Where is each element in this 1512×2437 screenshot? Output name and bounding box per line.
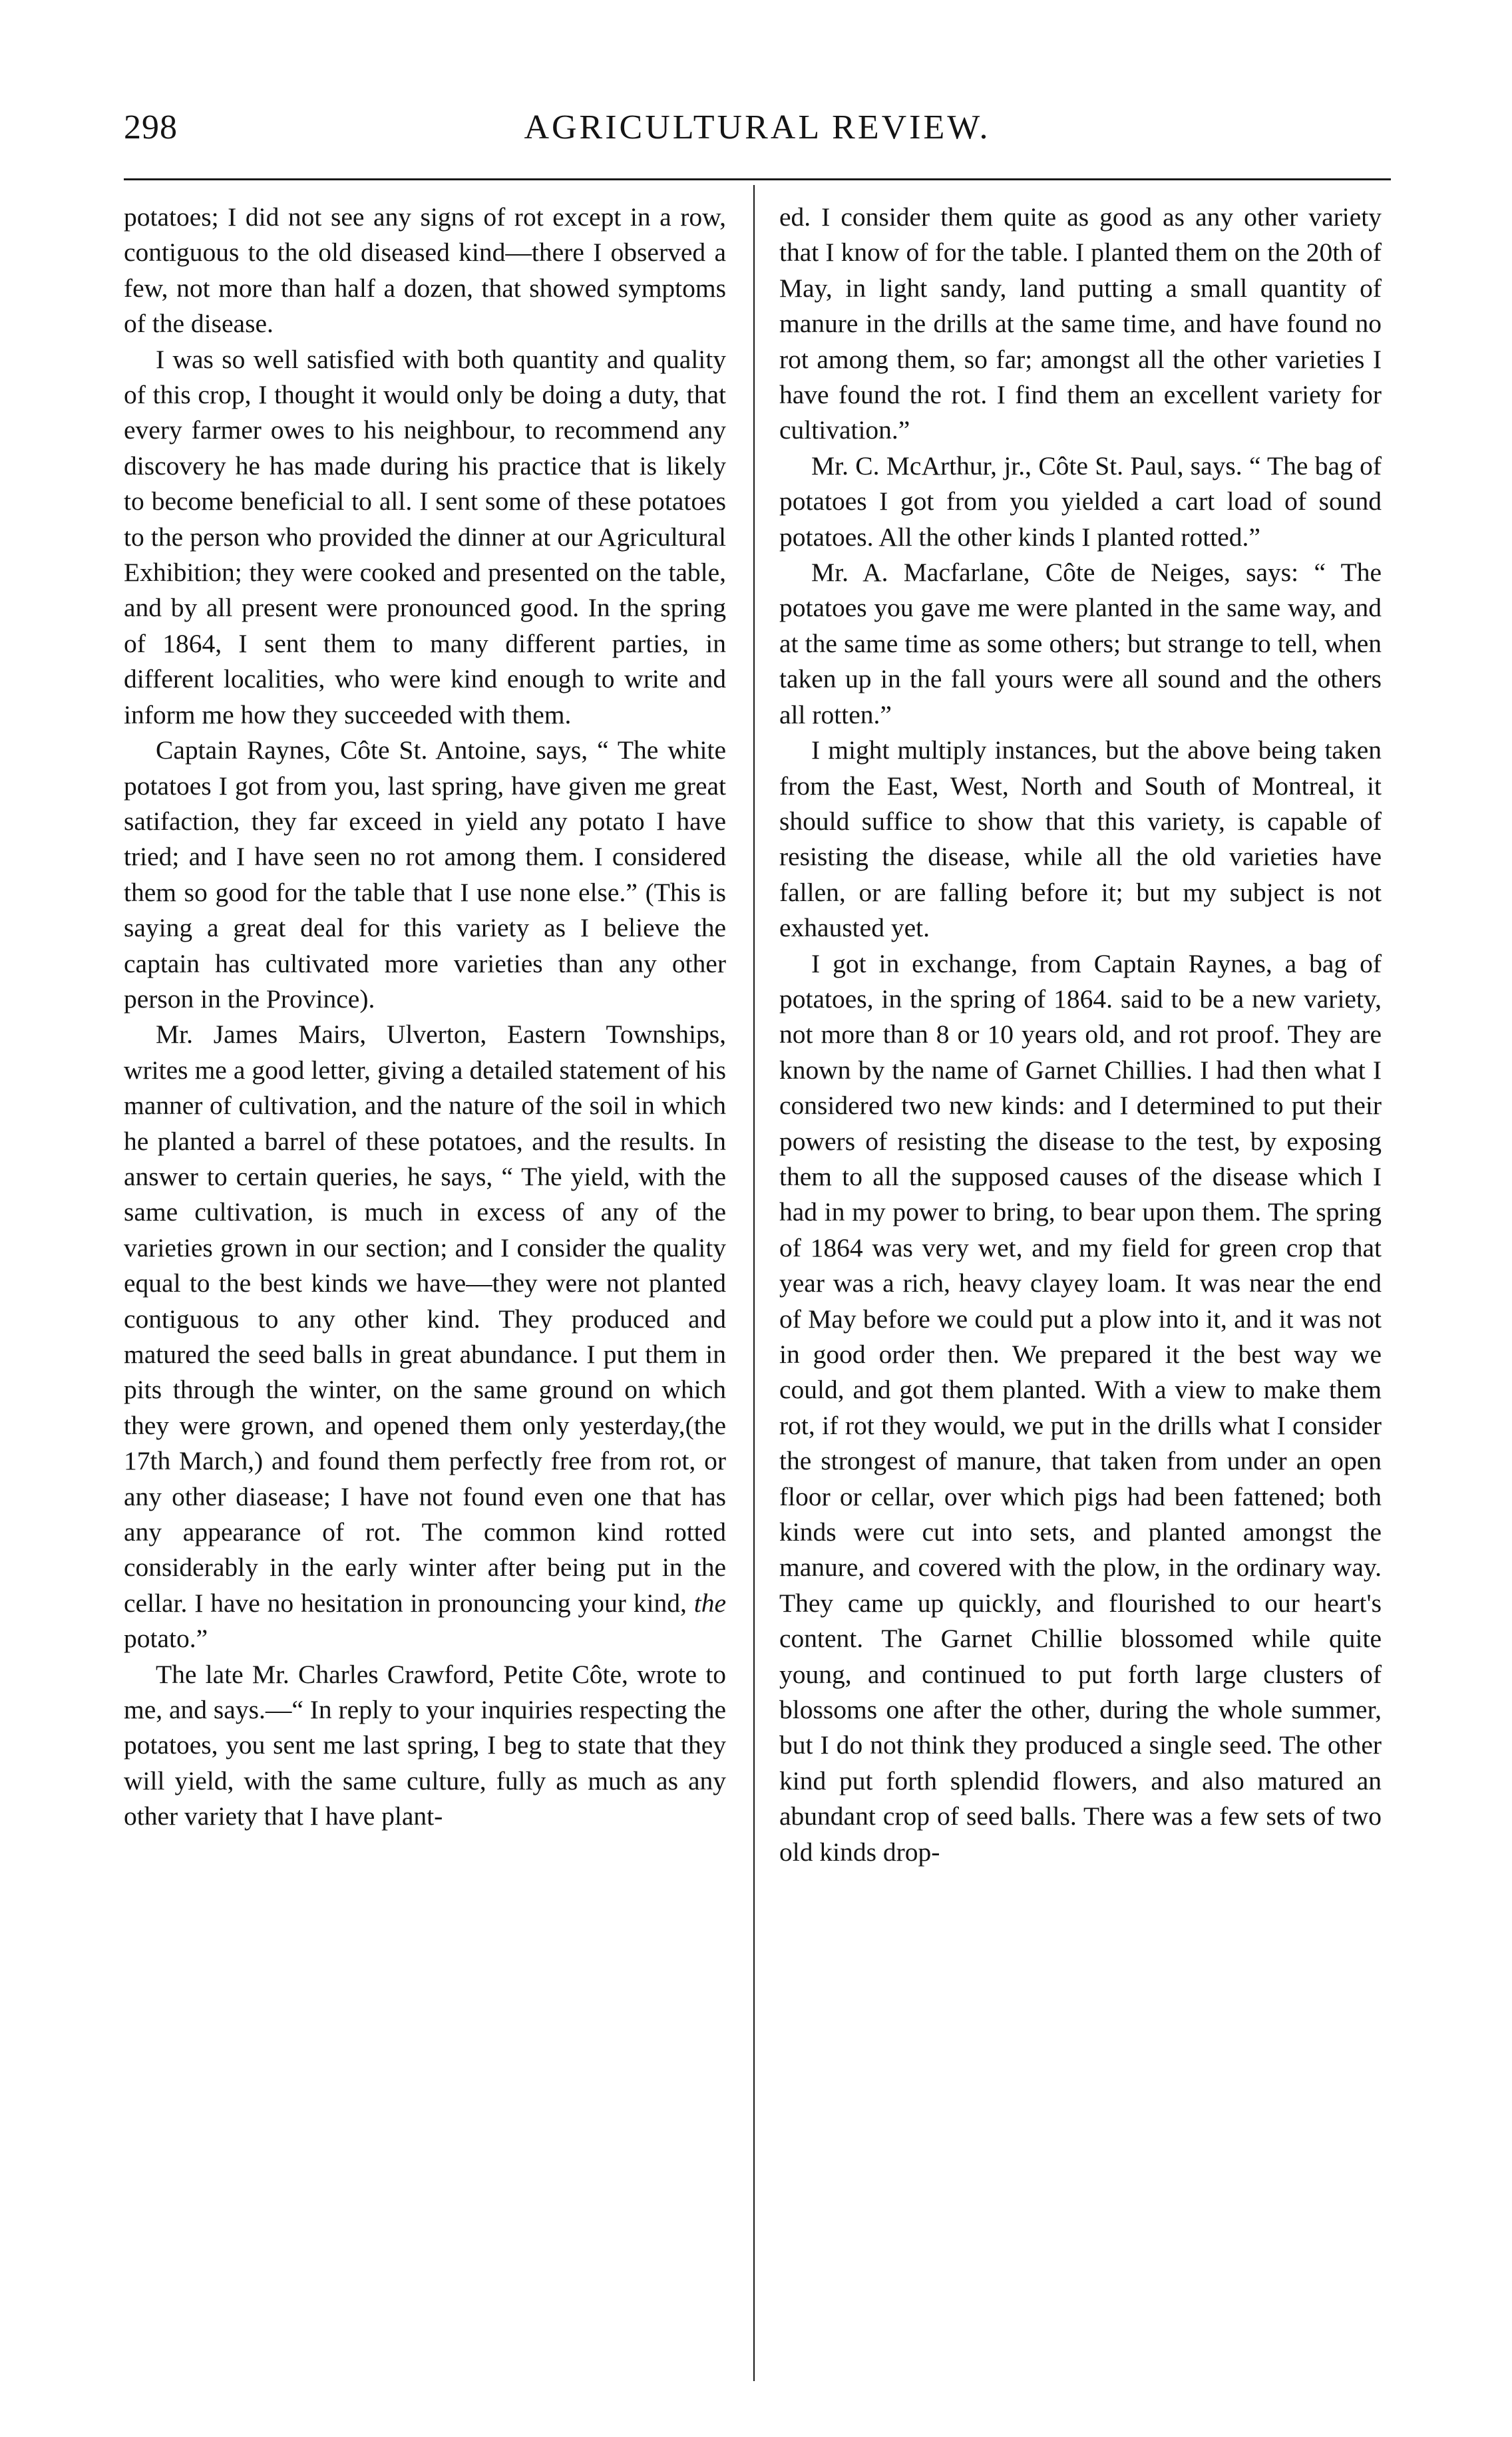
paragraph: The late Mr. Charles Crawford, Petite Côte, wrote to me, and says.—“ In reply to your inquiries respecting the potatoes, you sent me last spring, I beg to state that they will yield, with the same culture, fully as much as any other variety that I have plant- (124, 1659, 726, 1831)
column-divider (753, 185, 755, 2381)
paragraph: potatoes; I did not see any signs of rot except in a row, contiguous to the old diseased kind—there I observed a few, not more than half a dozen, that showed symptoms of the disease. (124, 202, 726, 339)
emphasis-text: the (693, 1588, 726, 1618)
paragraph-text: potato.” (124, 1624, 208, 1654)
right-column (779, 200, 1382, 1870)
paragraph: I got in exchange, from Captain Raynes, a bag of potatoes, in the spring of 1864. said to be a new variety, not more than 8 or 10 years old, and rot proof. They are known by the name of Garnet Chillies. I had then what I considered two new kinds: and I determined to put their powers of resisting the disease to the test, by exposing them to all the supposed causes of the disease which I had in my power to bring, to bear upon them. The spring of 1864 was very wet, and my field for green crop that year was a rich, heavy clayey loam. It was near the end of May before we could put a plow into it, and it was not in good order then. We prepared it the best way we could, and got them planted. With a view to make them rot, if rot they would, we put in the drills what I consider the strongest of manure, that taken from under an open floor or cellar, over which pigs had been fattened; both kinds were cut into sets, and planted amongst the manure, and covered with the plow, in the ordinary way. They came up quickly, and flourished to our heart's content. The Garnet Chillie blossomed while quite young, and continued to put forth large clusters of blossoms one after the other, during the whole summer, but I do not think they produced a single seed. The other kind put forth splendid flowers, and also matured an abundant crop of seed balls. There was a few sets of two old kinds drop- (779, 948, 1382, 1867)
paragraph: Mr. A. Macfarlane, Côte de Neiges, says: “ The potatoes you gave me were planted in the same way, and at the same time as some others; but strange to tell, when taken up in the fall yours were all sound and the others all rotten.” (779, 558, 1382, 729)
running-title: AGRICULTURAL REVIEW. (524, 108, 991, 146)
paragraph-text: Mr. James Mairs, Ulverton, Eastern Townships, writes me a good letter, giving a detailed statement of his manner of cultivation, and the nature of the soil in which he planted a barrel of these potatoes, and the results. In answer to certain queries, he says, “ The yield, with the same cultivation, is much in excess of any of the varieties grown in our section; and I consider the quality equal to the best kinds we have—they were not planted contiguous to any other kind. They produced and matured the seed balls in great abundance. I put them in pits through the winter, on the same ground on which they were grown, and opened them only yesterday,(the 17th March,) and found them perfectly free from rot, or any other diasease; I have not found even one that has any appearance of rot. The common kind rotted considerably in the early winter after being put in the cellar. I have no hesitation in pronouncing your kind, (124, 1020, 726, 1618)
paragraph (124, 1017, 726, 1656)
paragraph: Captain Raynes, Côte St. Antoine, says, “ The white potatoes I got from you, last spring, have given me great satifaction, they far exceed in yield any potato I have tried; and I have seen no rot among them. I considered them so good for the table that I use none else.” (This is saying a great deal for this variety as I believe the captain has cultivated more varieties than any other person in the Province). (124, 735, 726, 1014)
left-column (124, 200, 726, 1835)
paragraph: I was so well satisfied with both quantity and quality of this crop, I thought it would only be doing a duty, that every farmer owes to his neighbour, to recommend any discovery he has made during his practice that is likely to become beneficial to all. I sent some of these potatoes to the person who provided the dinner at our Agricultural Exhibition; they were cooked and presented on the table, and by all present were pronounced good. In the spring of 1864, I sent them to many different parties, in different localities, who were kind enough to write and inform me how they succeeded with them. (124, 344, 726, 729)
page (124, 100, 1391, 1867)
header-rule (124, 178, 1391, 180)
paragraph: Mr. C. McArthur, jr., Côte St. Paul, says. “ The bag of potatoes I got from you yielded a cart load of sound potatoes. All the other kinds I planted rotted.” (779, 451, 1382, 552)
page-header (124, 100, 1391, 153)
paragraph: ed. I consider them quite as good as any other variety that I know of for the table. I planted them on the 20th of May, in light sandy, land putting a small quantity of manure in the drills at the same time, and have found no rot among them, so far; amongst all the other varieties I have found the rot. I find them an excellent variety for cultivation.” (779, 202, 1382, 445)
page-number: 298 (124, 108, 178, 146)
paragraph: I might multiply instances, but the above being taken from the East, West, North and South of Montreal, it should suffice to show that this variety, is capable of resisting the disease, while all the old varieties have fallen, or are falling before it; but my subject is not exhausted yet. (779, 735, 1382, 943)
